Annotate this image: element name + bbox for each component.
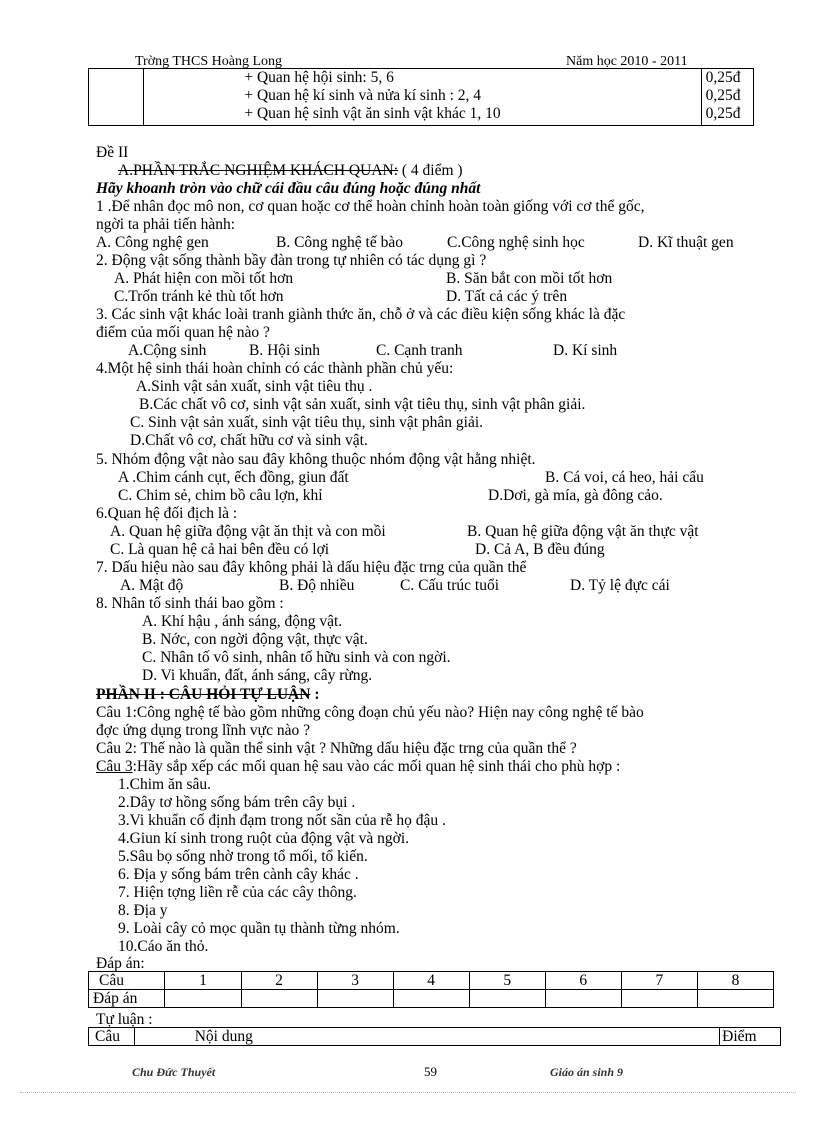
essay-label: Tự luận : [96, 1011, 153, 1028]
q4-option-c: C. Sinh vật sản xuất, sinh vật tiêu thụ, sinh vật phân giải. [130, 414, 484, 431]
q7-option-b: B. Độ nhiều [279, 577, 355, 594]
q1-line2: ngời ta phải tiến hành: [96, 216, 236, 233]
footer-author: Chu Đức Thuyết [132, 1065, 216, 1079]
q2-option-d: D. Tất cả các ý trên [446, 288, 568, 305]
answer-header-label: Câu [89, 972, 165, 990]
part1-heading [118, 162, 463, 180]
q4-stem: 4.Một hệ sinh thái hoàn chỉnh có các thành phần chủ yếu: [96, 360, 454, 377]
score-cell: 0,25đ [705, 87, 741, 104]
answer-cell [697, 990, 773, 1008]
q8-option-c: C. Nhân tố vô sinh, nhân tố hữu sinh và con ngời. [142, 649, 451, 666]
q6-option-c: C. Là quan hệ cả hai bên đều có lợi [110, 541, 330, 558]
footer-divider [20, 1092, 796, 1093]
part2-title: PHẦN II : CÂU HỎI TỰ LUẬN [96, 686, 311, 703]
school-year: Năm học 2010 - 2011 [566, 54, 688, 69]
list-item: 5.Sâu bọ sống nhờ trong tổ mối, tổ kiến. [118, 848, 368, 865]
page-number: 59 [424, 1064, 437, 1079]
q6-stem: 6.Quan hệ đối địch là : [96, 505, 238, 522]
list-item: 10.Cáo ăn thỏ. [118, 938, 209, 955]
q4-option-a: A.Sinh vật sản xuất, sinh vật tiêu thụ . [136, 378, 373, 395]
q3-line1: 3. Các sinh vật khác loài tranh giành thức ăn, chỗ ở và các điều kiện sống khác là đặc [96, 306, 626, 323]
answer-row-label: Đáp án [89, 990, 165, 1008]
essay-q3-text: :Hãy sắp xếp các mối quan hệ sau vào các mối quan hệ sinh thái cho phù hợp : [132, 758, 621, 775]
table-row: + Quan hệ hội sinh: 5, 6 [244, 69, 394, 86]
q1-option-b: B. Công nghệ tế bào [276, 234, 403, 251]
list-item: 9. Loài cây cỏ mọc quần tụ thành từng nhóm. [118, 920, 400, 937]
essay-q2: Câu 2: Thế nào là quần thể sinh vật ? Những dấu hiệu đặc trng của quần thể ? [96, 740, 577, 757]
answer-number: 3 [317, 972, 393, 990]
answer-number: 5 [469, 972, 545, 990]
q1-option-c: C.Công nghệ sinh học [447, 234, 585, 251]
q8-option-b: B. Nớc, con ngời động vật, thực vật. [142, 631, 368, 648]
q8-stem: 8. Nhân tố sinh thái bao gồm : [96, 595, 284, 612]
q7-option-a: A. Mật độ [120, 577, 184, 594]
q8-option-d: D. Vi khuẩn, đất, ánh sáng, cây rừng. [142, 667, 373, 684]
essay-q1-line1: Câu 1:Công nghệ tế bào gồm những công đoạn chủ yếu nào? Hiện nay công nghệ tế bào [96, 704, 644, 721]
q4-option-d: D.Chất vô cơ, chất hữu cơ và sinh vật. [130, 432, 368, 449]
table-row [89, 1028, 781, 1046]
answer-cell [165, 990, 241, 1008]
q5-option-d: D.Dơi, gà mía, gà đông cảo. [488, 487, 663, 504]
answer-cell [469, 990, 545, 1008]
answer-number: 7 [621, 972, 697, 990]
q5-option-c: C. Chim sẻ, chim bồ câu lợn, khỉ [118, 487, 323, 504]
essay-table [88, 1027, 781, 1046]
q6-option-a: A. Quan hệ giữa động vật ăn thịt và con mồi [110, 523, 386, 540]
answer-cell [545, 990, 621, 1008]
table-row: + Quan hệ kí sinh và nửa kí sinh : 2, 4 [244, 87, 482, 104]
score-cell: 0,25đ [705, 105, 741, 122]
answer-number: 6 [545, 972, 621, 990]
answer-cell [621, 990, 697, 1008]
q2-stem: 2. Động vật sống thành bầy đàn trong tự nhiên có tác dụng gì ? [96, 252, 487, 269]
q5-option-a: A .Chim cánh cụt, ếch đồng, giun đất [118, 469, 349, 486]
essay-col-cau: Câu [89, 1028, 135, 1046]
q3-option-d: D. Kí sinh [553, 342, 618, 359]
q3-option-c: C. Cạnh tranh [376, 342, 463, 359]
q1-option-d: D. Kĩ thuật gen [638, 234, 734, 251]
list-item: 7. Hiện tợng liền rễ của các cây thông. [118, 884, 357, 901]
q1-line1: 1 .Để nhân đọc mô non, cơ quan hoặc cơ thể hoàn chỉnh hoàn toàn giống với cơ thể gốc, [96, 198, 645, 215]
table-row: + Quan hệ sinh vật ăn sinh vật khác 1, 10 [244, 105, 501, 122]
part2-heading [96, 686, 319, 704]
school-name: Trờng THCS Hoàng Long [135, 54, 283, 69]
q6-option-b: B. Quan hệ giữa động vật ăn thực vật [467, 523, 699, 540]
score-cell: 0,25đ [705, 69, 741, 86]
list-item: 8. Địa y [118, 902, 168, 919]
exam-code: Đề II [96, 144, 129, 161]
answer-cell [393, 990, 469, 1008]
answer-number: 2 [241, 972, 317, 990]
answer-cell [317, 990, 393, 1008]
q1-option-a: A. Công nghệ gen [96, 234, 209, 251]
q3-line2: điểm của mối quan hệ nào ? [96, 324, 270, 341]
list-item: 2.Dây tơ hồng sống bám trên cây bụi . [118, 794, 356, 811]
q6-option-d: D. Cả A, B đều đúng [475, 541, 605, 558]
table-row [89, 972, 774, 990]
q7-option-c: C. Cấu trúc tuổi [400, 577, 500, 594]
essay-col-content: Nội dung [134, 1028, 719, 1046]
answer-label: Đáp án: [96, 955, 145, 972]
list-item: 4.Giun kí sinh trong ruột của động vật và ngời. [118, 830, 410, 847]
part1-points: ( 4 điểm ) [398, 162, 463, 179]
q8-option-a: A. Khí hậu , ánh sáng, động vật. [142, 613, 343, 630]
q3-option-a: A.Cộng sinh [128, 342, 207, 359]
q2-option-c: C.Trốn tránh kẻ thù tốt hơn [114, 288, 284, 305]
instruction: Hãy khoanh tròn vào chữ cái đầu câu đúng hoặc đúng nhất [96, 180, 481, 197]
table-row [89, 990, 774, 1008]
answer-number: 4 [393, 972, 469, 990]
essay-q1-line2: đợc ứng dụng trong lĩnh vực nào ? [96, 722, 310, 739]
q3-option-b: B. Hội sinh [249, 342, 321, 359]
part2-colon: : [310, 686, 320, 703]
list-item: 3.Vi khuẩn cố định đạm trong nốt sần của rễ họ đậu . [118, 812, 446, 829]
q5-option-b: B. Cá voi, cá heo, hải cẩu [545, 469, 704, 486]
q2-option-a: A. Phát hiện con mồi tốt hơn [114, 270, 294, 287]
part1-title: A.PHẦN TRẮC NGHIỆM KHÁCH QUAN: [118, 162, 399, 179]
q7-option-d: D. Tỷ lệ đực cái [570, 577, 670, 594]
q7-stem: 7. Dấu hiệu nào sau đây không phải là dấu hiệu đặc trng của quần thể [96, 559, 527, 576]
essay-q3 [96, 758, 620, 776]
list-item: 1.Chim ăn sâu. [118, 776, 211, 793]
footer-book: Giáo án sinh 9 [550, 1065, 624, 1079]
essay-col-score: Điểm [720, 1028, 781, 1046]
essay-q3-label: Câu 3 [96, 758, 133, 775]
q2-option-b: B. Săn bắt con mồi tốt hơn [446, 270, 613, 287]
top-score-table [88, 68, 754, 126]
q5-stem: 5. Nhóm động vật nào sau đây không thuộc nhóm động vật hằng nhiệt. [96, 451, 536, 468]
answer-number: 1 [165, 972, 241, 990]
answer-cell [241, 990, 317, 1008]
list-item: 6. Địa y sống bám trên cành cây khác . [118, 866, 359, 883]
q4-option-b: B.Các chất vô cơ, sinh vật sản xuất, sinh vật tiêu thụ, sinh vật phân giải. [139, 396, 586, 413]
answer-number: 8 [697, 972, 773, 990]
answer-table [88, 971, 774, 1008]
